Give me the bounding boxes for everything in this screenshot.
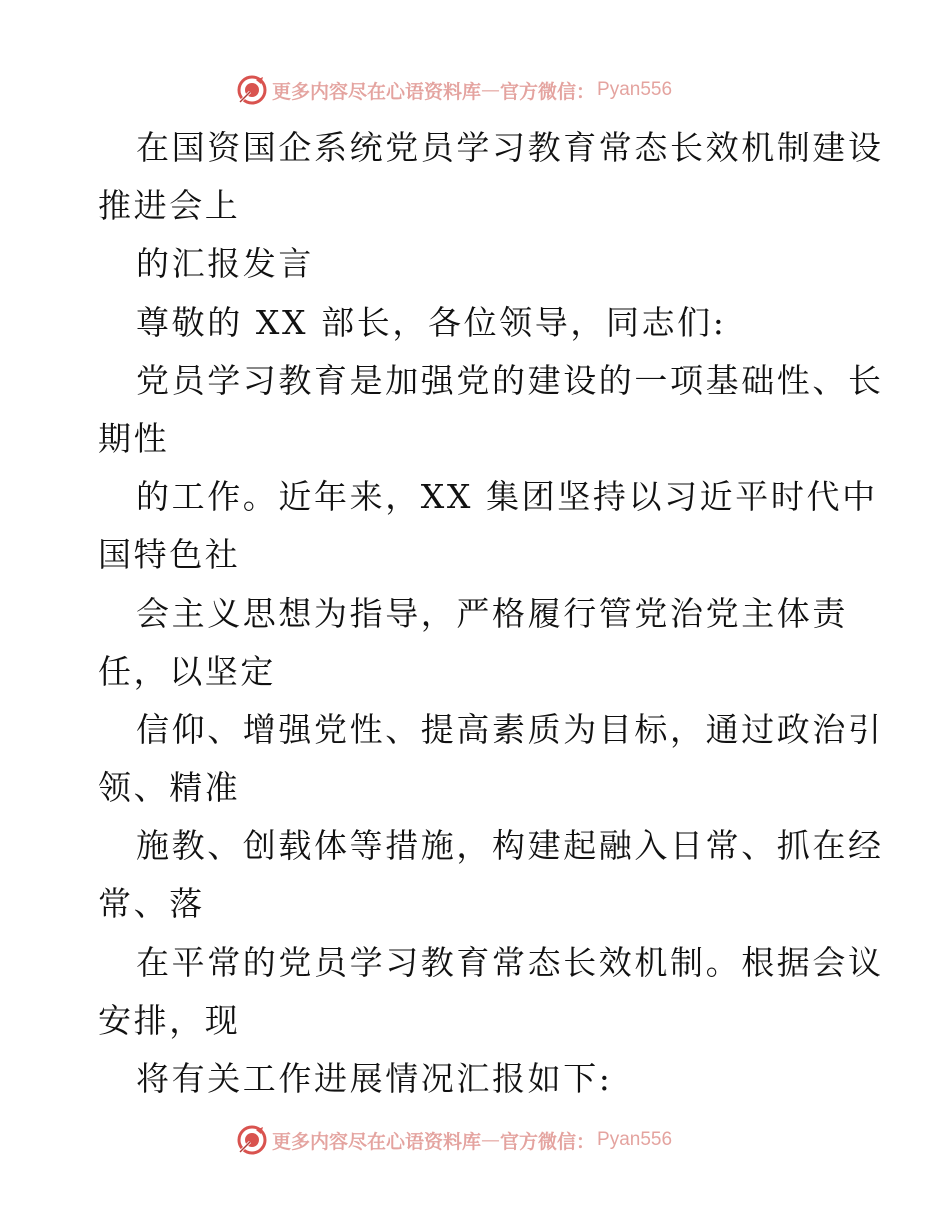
text-line: 信仰、增强党性、提高素质为目标，通过政治引 xyxy=(136,709,884,749)
text-line: 领、精准 xyxy=(98,768,241,808)
footer-watermark xyxy=(236,1123,672,1157)
text-line: 的工作。近年来，XX 集团坚持以习近平时代中 xyxy=(136,477,878,517)
watermark-account: Pyan556 xyxy=(597,79,673,100)
text-line: 施教、创载体等措施，构建起融入日常、抓在经 xyxy=(136,826,884,866)
text-line: 常、落 xyxy=(98,884,205,924)
watermark-account: Pyan556 xyxy=(597,1129,673,1150)
watermark-label: 官方微信： xyxy=(500,1130,596,1153)
text-line: 任，以坚定 xyxy=(98,651,276,691)
text-line: 党员学习教育是加强党的建设的一项基础性、长 xyxy=(136,360,884,400)
watermark-separator: — xyxy=(481,79,501,101)
text-line: 在平常的党员学习教育常态长效机制。根据会议 xyxy=(136,942,884,982)
text-line: 国特色社 xyxy=(98,535,241,575)
watermark-label: 官方微信： xyxy=(500,80,596,103)
text-line: 在国资国企系统党员学习教育常态长效机制建设 xyxy=(136,128,884,167)
text-line: 将有关工作进展情况汇报如下: xyxy=(136,1059,613,1098)
pen-logo-icon xyxy=(236,1124,268,1156)
watermark-brand: 更多内容尽在心语资料库 xyxy=(272,80,482,103)
watermark-brand: 更多内容尽在心语资料库 xyxy=(272,1130,482,1153)
text-line: 安排，现 xyxy=(98,1000,241,1040)
text-line: 的汇报发言 xyxy=(136,244,314,284)
document-body xyxy=(98,119,884,1108)
text-line: 尊敬的 XX 部长，各位领导，同志们: xyxy=(136,302,727,342)
watermark-separator: — xyxy=(481,1129,501,1151)
text-line: 推进会上 xyxy=(98,186,241,226)
pen-logo-icon xyxy=(236,74,268,106)
header-watermark xyxy=(236,73,672,107)
text-line: 会主义思想为指导，严格履行管党治党主体责 xyxy=(136,593,848,633)
text-line: 期性 xyxy=(98,418,170,458)
